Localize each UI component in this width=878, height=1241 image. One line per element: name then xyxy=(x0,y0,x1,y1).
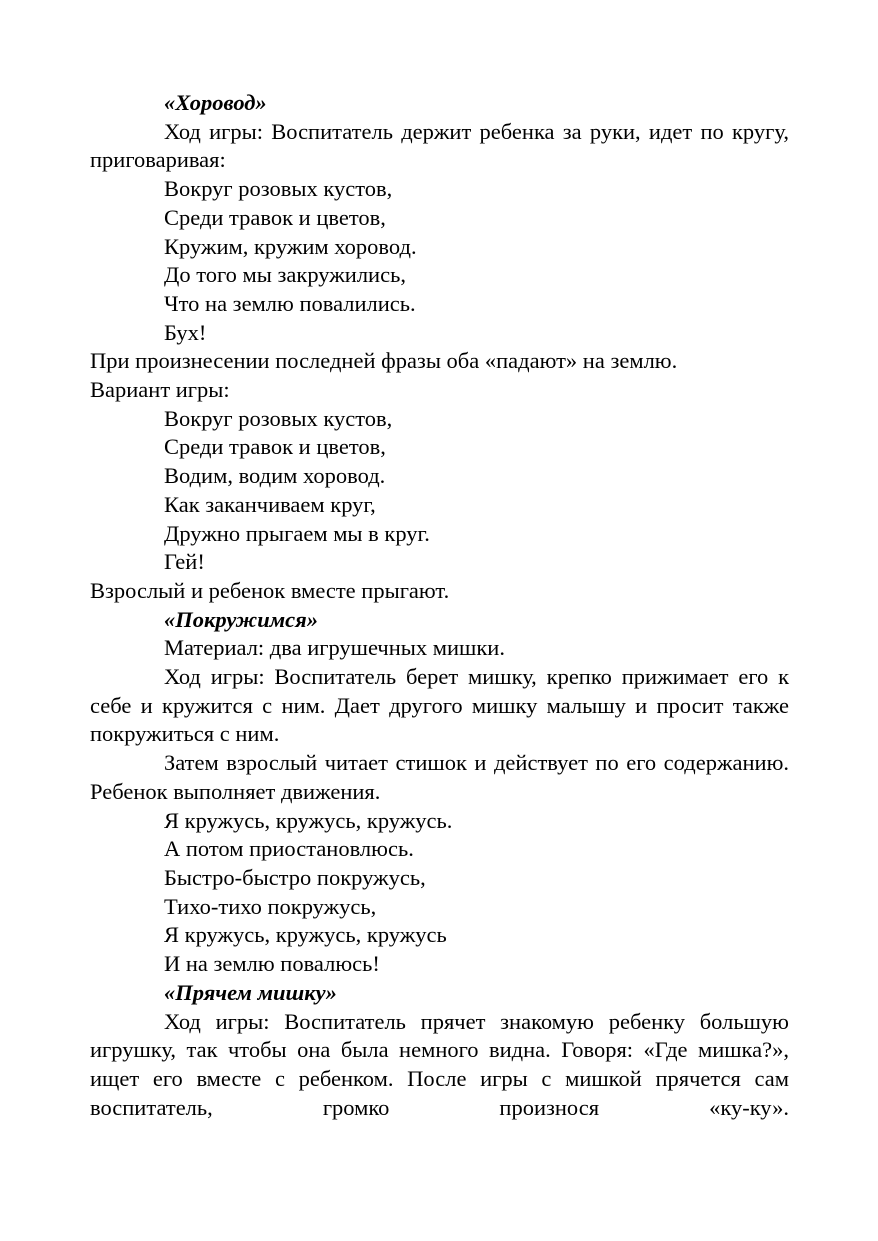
paragraph-game-procedure: Ход игры: Воспитатель держит ребенка за руки, идет по кругу, приговаривая: xyxy=(90,118,789,173)
poem-line: А потом приостановлюсь. xyxy=(164,836,414,862)
section-heading-pryachem-mishku: «Прячем мишку» xyxy=(164,979,337,1005)
poem-line: Как заканчиваем круг, xyxy=(164,491,376,517)
poem-line: Вокруг розовых кустов, xyxy=(164,405,393,431)
paragraph-game-procedure: Ход игры: Воспитатель прячет знакомую ребенку большую игрушку, так чтобы она была немного видна. Говоря: «Где мишка?», ищет его вместе с ребенком. После игры с мишкой прячется сам воспитатель, громко произнося «ку-ку». xyxy=(90,1008,789,1120)
paragraph-text: Затем взрослый читает стишок и действует по его содержанию. Ребенок выполняет движения. xyxy=(90,750,789,804)
poem-block xyxy=(90,175,789,347)
poem-line: Гей! xyxy=(164,549,205,575)
poem-line: И на землю повалюсь! xyxy=(164,951,380,977)
poem-line: Водим, водим хоровод. xyxy=(164,463,386,489)
poem-line: До того мы закружились, xyxy=(164,262,406,288)
poem-block xyxy=(90,807,789,979)
poem-line: Среди травок и цветов, xyxy=(164,434,386,460)
poem-line: Бух! xyxy=(164,319,207,345)
poem-line: Что на землю повалились. xyxy=(164,290,416,316)
poem-line: Кружим, кружим хоровод. xyxy=(164,233,417,259)
document-body xyxy=(90,89,789,1122)
paragraph-text: При произнесении последней фразы оба «падают» на землю. xyxy=(90,348,678,374)
paragraph-text: Взрослый и ребенок вместе прыгают. xyxy=(90,577,450,603)
section-heading-pokruzhimsya: «Покружимся» xyxy=(164,606,318,632)
poem-line: Я кружусь, кружусь, кружусь. xyxy=(164,807,453,833)
section-heading-khorovod: «Хоровод» xyxy=(164,90,267,115)
poem-line: Среди травок и цветов, xyxy=(164,204,386,230)
paragraph-text: Вариант игры: xyxy=(90,377,230,403)
paragraph-material: Материал: два игрушечных мишки. xyxy=(164,635,505,661)
poem-line: Дружно прыгаем мы в круг. xyxy=(164,520,430,546)
paragraph-game-procedure: Ход игры: Воспитатель берет мишку, крепко прижимает его к себе и кружится с ним. Дает другого мишку малышу и просит также покружиться с ним. xyxy=(90,664,789,747)
poem-line: Тихо-тихо покружусь, xyxy=(164,893,377,919)
poem-block xyxy=(90,405,789,577)
poem-line: Быстро-быстро покружусь, xyxy=(164,864,426,890)
poem-line: Вокруг розовых кустов, xyxy=(164,176,393,202)
poem-line: Я кружусь, кружусь, кружусь xyxy=(164,922,447,948)
